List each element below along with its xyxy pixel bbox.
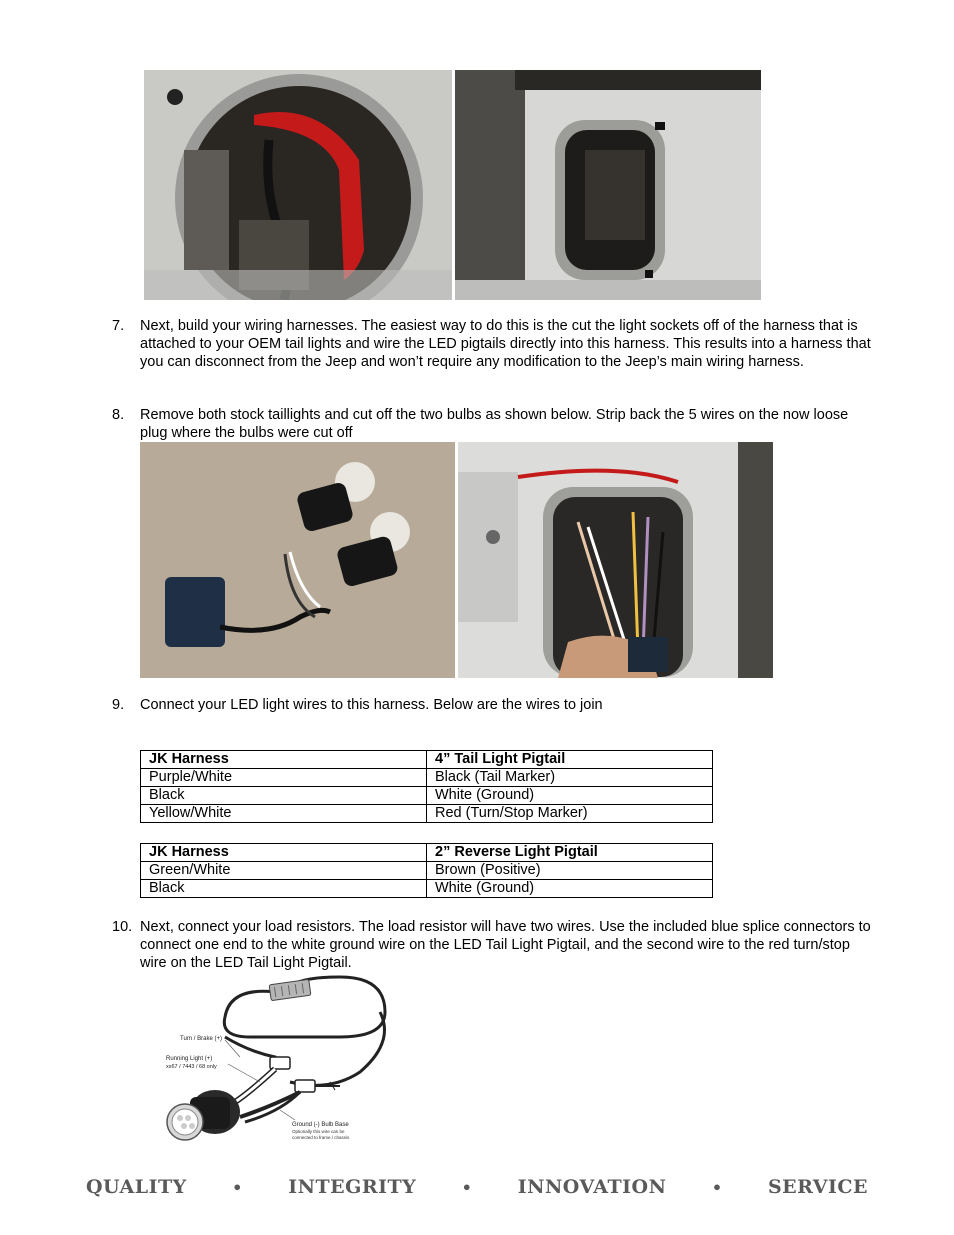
step-7 xyxy=(112,317,872,371)
ground-note-line-1: Optionally this wire can be xyxy=(292,1129,345,1134)
step-text: Next, connect your load resistors. The load resistor will have two wires. Use the included blue splice connectors to connect one end to the white ground wire on the LED Tail Light Pigtail, and the second wire to the red turn/stop wire on the LED Tail Light Pigtail. xyxy=(140,919,871,971)
table-cell: Black xyxy=(141,787,427,805)
table-cell: Black xyxy=(141,880,427,898)
table-cell: Brown (Positive) xyxy=(427,862,713,880)
table-header-cell: 4” Tail Light Pigtail xyxy=(427,751,713,769)
table-header-cell: JK Harness xyxy=(141,751,427,769)
footer-word: INTEGRITY xyxy=(288,1176,417,1198)
table-row xyxy=(141,880,713,898)
photo-stripped-wires xyxy=(458,442,773,678)
footer-word: QUALITY xyxy=(86,1176,187,1198)
footer-slogan xyxy=(86,1176,868,1198)
table-row xyxy=(141,769,713,787)
tail-light-wire-table xyxy=(140,750,713,823)
step-number: 9. xyxy=(112,697,125,713)
table-cell: Red (Turn/Stop Marker) xyxy=(427,805,713,823)
table-cell: Green/White xyxy=(141,862,427,880)
reverse-light-wire-table xyxy=(140,843,713,898)
footer-word: INNOVATION xyxy=(517,1176,667,1198)
step-number: 8. xyxy=(112,407,125,423)
step-9 xyxy=(112,696,872,714)
photo-cut-bulbs xyxy=(140,442,455,678)
photo-taillight-opening-round xyxy=(144,70,452,300)
table-cell: White (Ground) xyxy=(427,787,713,805)
ground-label: Ground (-) Bulb Base xyxy=(292,1122,349,1128)
footer-separator: • xyxy=(232,1177,243,1197)
ground-note-line-2: connected to frame / chassis xyxy=(292,1135,350,1140)
step-8 xyxy=(112,406,872,442)
footer-separator: • xyxy=(711,1177,723,1197)
footer-word: SERVICE xyxy=(767,1176,868,1198)
photo-taillight-opening-rect xyxy=(455,70,761,300)
turn-brake-label: Turn / Brake (+) xyxy=(180,1036,222,1042)
step-number: 7. xyxy=(112,318,125,334)
table-cell: Black (Tail Marker) xyxy=(427,769,713,787)
table-cell: Purple/White xyxy=(141,769,427,787)
table-header-cell: JK Harness xyxy=(141,844,427,862)
step-number: 10. xyxy=(112,919,133,935)
step-text: Remove both stock taillights and cut off the two bulbs as shown below. Strip back the 5 wires on the now loose plug where the bulbs were cut off xyxy=(140,407,849,441)
table-cell: Yellow/White xyxy=(141,805,427,823)
table-row xyxy=(141,805,713,823)
table-row xyxy=(141,862,713,880)
running-light-sublabel: xx67 / 7443 / 68 only xyxy=(166,1064,217,1070)
step-text: Next, build your wiring harnesses. The easiest way to do this is the cut the light sockets off of the harness that is attached to your OEM tail lights and wire the LED pigtails directly into this harness. This results into a harness that you can disconnect from the Jeep and won’t require any modification to the Jeep’s main wiring harness. xyxy=(140,318,871,370)
table-row xyxy=(141,787,713,805)
running-light-label: Running Light (+) xyxy=(166,1056,213,1062)
table-cell: White (Ground) xyxy=(427,880,713,898)
footer-separator: • xyxy=(461,1177,473,1197)
table-header-row xyxy=(141,844,713,862)
table-header-row xyxy=(141,751,713,769)
load-resistor-diagram xyxy=(140,972,405,1162)
table-header-cell: 2” Reverse Light Pigtail xyxy=(427,844,713,862)
step-text: Connect your LED light wires to this harness. Below are the wires to join xyxy=(140,697,603,713)
step-10 xyxy=(112,918,872,972)
